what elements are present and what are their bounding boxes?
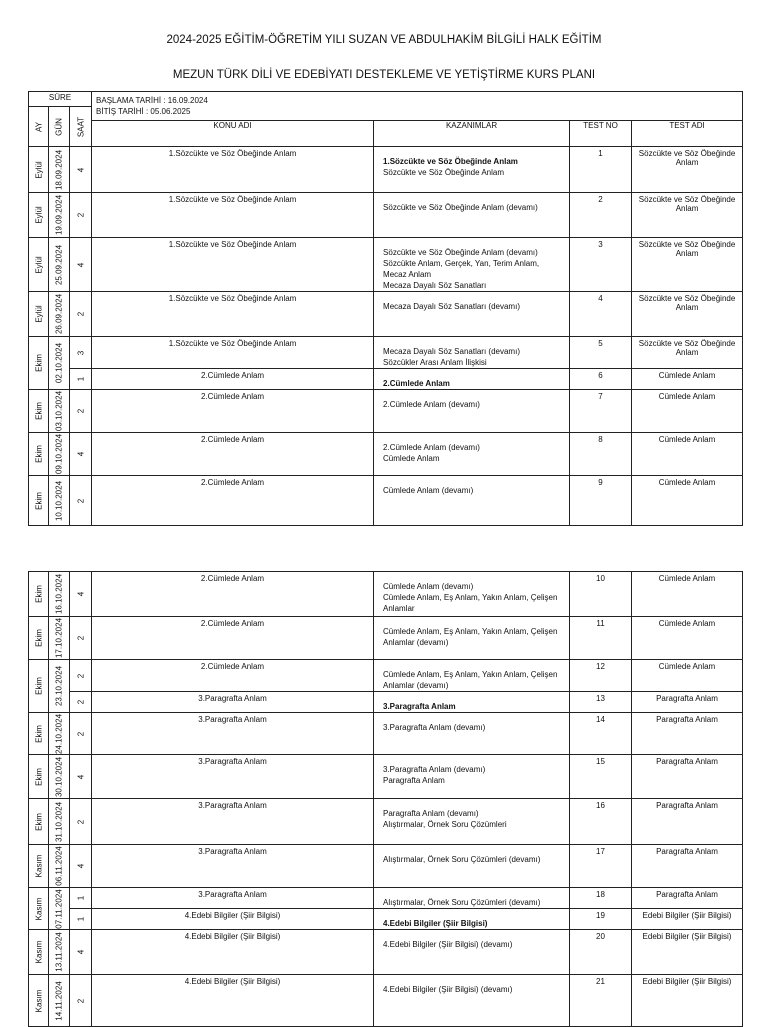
test-name-cell: Sözcükte ve Söz Öbeğinde Anlam bbox=[632, 292, 743, 337]
outcomes-cell bbox=[374, 617, 570, 660]
table-row bbox=[29, 909, 743, 930]
test-number-cell: 19 bbox=[570, 909, 632, 930]
topic-cell: 4.Edebi Bilgiler (Şiir Bilgisi) bbox=[92, 975, 374, 1027]
outcome-line: Sözcükte ve Söz Öbeğinde Anlam (devamı) bbox=[383, 203, 538, 212]
outcome-line: Cümlede Anlam, Eş Anlam, Yakın Anlam, Çelişen bbox=[383, 670, 558, 679]
table-row bbox=[29, 390, 743, 433]
topic-cell: 1.Sözcükte ve Söz Öbeğinde Anlam bbox=[92, 147, 374, 193]
month-cell: Kasım bbox=[29, 888, 49, 930]
outcome-line: Sözcükte ve Söz Öbeğinde Anlam (devamı) bbox=[383, 248, 538, 257]
date-cell: 26.09.2024 bbox=[49, 292, 70, 337]
test-number-cell: 12 bbox=[570, 660, 632, 692]
topic-cell: 1.Sözcükte ve Söz Öbeğinde Anlam bbox=[92, 238, 374, 292]
outcomes-cell bbox=[374, 337, 570, 369]
test-number-cell: 9 bbox=[570, 476, 632, 526]
outcome-line: Cümlede Anlam, Eş Anlam, Yakın Anlam, Çelişen bbox=[383, 627, 558, 636]
outcome-line: Alıştırmalar, Örnek Soru Çözümleri bbox=[383, 820, 507, 829]
test-number-cell: 21 bbox=[570, 975, 632, 1027]
hours-cell: 2 bbox=[70, 799, 92, 845]
outcome-line: 3.Paragrafta Anlam (devamı) bbox=[383, 723, 486, 732]
test-name-cell: Edebi Bilgiler (Şiir Bilgisi) bbox=[632, 909, 743, 930]
outcome-line: Cümlede Anlam (devamı) bbox=[383, 582, 474, 591]
test-number-cell: 20 bbox=[570, 930, 632, 975]
hours-cell: 2 bbox=[70, 660, 92, 692]
date-cell: 25.09.2024 bbox=[49, 238, 70, 292]
date-cell: 16.10.2024 bbox=[49, 572, 70, 617]
outcome-line: Cümlede Anlam (devamı) bbox=[383, 486, 474, 495]
test-name-cell: Cümlede Anlam bbox=[632, 433, 743, 476]
topic-cell: 2.Cümlede Anlam bbox=[92, 433, 374, 476]
outcomes-cell bbox=[374, 888, 570, 909]
outcome-line: 1.Sözcükte ve Söz Öbeğinde Anlam bbox=[383, 157, 518, 166]
month-cell: Ekim bbox=[29, 799, 49, 845]
month-cell: Eylül bbox=[29, 193, 49, 238]
table-row bbox=[29, 713, 743, 755]
date-cell: 14.11.2024 bbox=[49, 975, 70, 1027]
month-cell: Eylül bbox=[29, 292, 49, 337]
month-cell: Eylül bbox=[29, 238, 49, 292]
topic-cell: 3.Paragrafta Anlam bbox=[92, 755, 374, 799]
topic-cell: 1.Sözcükte ve Söz Öbeğinde Anlam bbox=[92, 337, 374, 369]
outcome-line: Paragrafta Anlam (devamı) bbox=[383, 809, 479, 818]
document-subtitle: MEZUN TÜRK DİLİ VE EDEBİYATI DESTEKLEME VE YETİŞTİRME KURS PLANI bbox=[172, 69, 596, 81]
hours-cell: 4 bbox=[70, 845, 92, 888]
end-date: BİTİŞ TARİHİ : 05.06.2025 bbox=[96, 107, 191, 116]
test-number-cell: 8 bbox=[570, 433, 632, 476]
outcome-line: Mecaza Dayalı Söz Sanatları (devamı) bbox=[383, 302, 520, 311]
test-name-cell: Sözcükte ve Söz Öbeğinde Anlam bbox=[632, 337, 743, 369]
gun-header: GÜN bbox=[49, 107, 70, 147]
outcome-line: Anlamlar bbox=[383, 604, 415, 613]
test-name-cell: Paragrafta Anlam bbox=[632, 845, 743, 888]
header-row-1 bbox=[29, 92, 743, 107]
topic-cell: 4.Edebi Bilgiler (Şiir Bilgisi) bbox=[92, 909, 374, 930]
outcome-line: Alıştırmalar, Örnek Soru Çözümleri (devamı) bbox=[383, 855, 541, 864]
outcomes-cell bbox=[374, 755, 570, 799]
test-name-cell: Cümlede Anlam bbox=[632, 390, 743, 433]
topic-cell: 2.Cümlede Anlam bbox=[92, 390, 374, 433]
month-cell: Ekim bbox=[29, 433, 49, 476]
topic-cell: 1.Sözcükte ve Söz Öbeğinde Anlam bbox=[92, 193, 374, 238]
topic-cell: 2.Cümlede Anlam bbox=[92, 617, 374, 660]
date-cell: 30.10.2024 bbox=[49, 755, 70, 799]
table-row bbox=[29, 572, 743, 617]
outcome-line: 3.Paragrafta Anlam (devamı) bbox=[383, 765, 486, 774]
topic-cell: 1.Sözcükte ve Söz Öbeğinde Anlam bbox=[92, 292, 374, 337]
test-name-cell: Paragrafta Anlam bbox=[632, 888, 743, 909]
hours-cell: 4 bbox=[70, 433, 92, 476]
outcome-line: Alıştırmalar, Örnek Soru Çözümleri (devamı) bbox=[383, 898, 541, 907]
outcomes-cell bbox=[374, 193, 570, 238]
outcome-line: Sözcükte ve Söz Öbeğinde Anlam bbox=[383, 168, 504, 177]
test-name-cell: Sözcükte ve Söz Öbeğinde Anlam bbox=[632, 147, 743, 193]
outcomes-cell bbox=[374, 930, 570, 975]
test-name-cell: Cümlede Anlam bbox=[632, 476, 743, 526]
table-row bbox=[29, 476, 743, 526]
month-cell: Ekim bbox=[29, 713, 49, 755]
test-name-cell: Paragrafta Anlam bbox=[632, 755, 743, 799]
month-cell: Eylül bbox=[29, 147, 49, 193]
hours-cell: 2 bbox=[70, 975, 92, 1027]
outcomes-cell bbox=[374, 147, 570, 193]
test-name-cell: Edebi Bilgiler (Şiir Bilgisi) bbox=[632, 930, 743, 975]
ay-header: AY bbox=[29, 107, 49, 147]
test-name-cell: Cümlede Anlam bbox=[632, 617, 743, 660]
test-name-cell: Paragrafta Anlam bbox=[632, 692, 743, 713]
outcome-line: 2.Cümlede Anlam bbox=[383, 379, 450, 388]
outcome-line: Sözcükte Anlam, Gerçek, Yan, Terim Anlam, bbox=[383, 259, 540, 268]
test-number-cell: 6 bbox=[570, 369, 632, 390]
date-cell: 23.10.2024 bbox=[49, 660, 70, 713]
hours-cell: 2 bbox=[70, 692, 92, 713]
kazanimlar-header: KAZANIMLAR bbox=[374, 121, 570, 147]
month-cell: Ekim bbox=[29, 390, 49, 433]
month-cell: Ekim bbox=[29, 476, 49, 526]
month-cell: Ekim bbox=[29, 337, 49, 390]
outcomes-cell bbox=[374, 292, 570, 337]
topic-cell: 3.Paragrafta Anlam bbox=[92, 713, 374, 755]
table-row bbox=[29, 147, 743, 193]
outcome-line: Anlamlar (devamı) bbox=[383, 638, 449, 647]
table-row bbox=[29, 238, 743, 292]
table-row bbox=[29, 369, 743, 390]
topic-cell: 4.Edebi Bilgiler (Şiir Bilgisi) bbox=[92, 930, 374, 975]
hours-cell: 2 bbox=[70, 390, 92, 433]
document-title: 2024-2025 EĞİTİM-ÖĞRETİM YILI SUZAN VE ABDULHAKİM BİLGİLİ HALK EĞİTİM bbox=[166, 34, 602, 46]
topic-cell: 2.Cümlede Anlam bbox=[92, 660, 374, 692]
outcome-line: 4.Edebi Bilgiler (Şiir Bilgisi) (devamı) bbox=[383, 940, 513, 949]
table-row bbox=[29, 193, 743, 238]
date-cell: 24.10.2024 bbox=[49, 713, 70, 755]
outcomes-cell bbox=[374, 713, 570, 755]
test-number-cell: 16 bbox=[570, 799, 632, 845]
date-cell: 17.10.2024 bbox=[49, 617, 70, 660]
test-name-cell: Paragrafta Anlam bbox=[632, 713, 743, 755]
table-row bbox=[29, 888, 743, 909]
date-range-header bbox=[92, 92, 743, 121]
test-name-cell: Paragrafta Anlam bbox=[632, 799, 743, 845]
konu-adi-header: KONU ADI bbox=[92, 121, 374, 147]
table-row bbox=[29, 799, 743, 845]
test-number-cell: 5 bbox=[570, 337, 632, 369]
outcome-line: 2.Cümlede Anlam (devamı) bbox=[383, 443, 480, 452]
outcome-line: Cümlede Anlam, Eş Anlam, Yakın Anlam, Çelişen bbox=[383, 593, 558, 602]
outcomes-cell bbox=[374, 799, 570, 845]
date-cell: 02.10.2024 bbox=[49, 337, 70, 390]
outcomes-cell bbox=[374, 692, 570, 713]
outcome-line: Sözcükler Arası Anlam İlişkisi bbox=[383, 358, 487, 367]
test-no-header: TEST NO bbox=[570, 121, 632, 147]
test-number-cell: 2 bbox=[570, 193, 632, 238]
hours-cell: 2 bbox=[70, 476, 92, 526]
outcomes-cell bbox=[374, 369, 570, 390]
outcome-line: Paragrafta Anlam bbox=[383, 776, 445, 785]
outcome-line: 3.Paragrafta Anlam bbox=[383, 702, 456, 711]
hours-cell: 2 bbox=[70, 617, 92, 660]
month-cell: Kasım bbox=[29, 975, 49, 1027]
table-row bbox=[29, 755, 743, 799]
outcome-line: Mecaz Anlam bbox=[383, 270, 432, 279]
date-cell: 18.09.2024 bbox=[49, 147, 70, 193]
hours-cell: 2 bbox=[70, 292, 92, 337]
table-row bbox=[29, 692, 743, 713]
test-name-cell: Cümlede Anlam bbox=[632, 369, 743, 390]
table-row bbox=[29, 845, 743, 888]
date-cell: 06.11.2024 bbox=[49, 845, 70, 888]
outcome-line: 2.Cümlede Anlam (devamı) bbox=[383, 400, 480, 409]
topic-cell: 2.Cümlede Anlam bbox=[92, 572, 374, 617]
test-number-cell: 3 bbox=[570, 238, 632, 292]
month-cell: Ekim bbox=[29, 660, 49, 713]
topic-cell: 3.Paragrafta Anlam bbox=[92, 692, 374, 713]
table-row bbox=[29, 292, 743, 337]
month-cell: Ekim bbox=[29, 617, 49, 660]
course-plan-table-1 bbox=[28, 91, 743, 526]
test-name-cell: Sözcükte ve Söz Öbeğinde Anlam bbox=[632, 238, 743, 292]
topic-cell: 2.Cümlede Anlam bbox=[92, 369, 374, 390]
table-row bbox=[29, 617, 743, 660]
course-plan-table-2 bbox=[28, 571, 743, 1027]
outcome-line: 4.Edebi Bilgiler (Şiir Bilgisi) (devamı) bbox=[383, 985, 513, 994]
outcomes-cell bbox=[374, 909, 570, 930]
outcome-line: 4.Edebi Bilgiler (Şiir Bilgisi) bbox=[383, 919, 488, 928]
table-row bbox=[29, 433, 743, 476]
table-row bbox=[29, 975, 743, 1027]
test-name-cell: Sözcükte ve Söz Öbeğinde Anlam bbox=[632, 193, 743, 238]
header-row-3 bbox=[29, 121, 743, 147]
test-number-cell: 14 bbox=[570, 713, 632, 755]
hours-cell: 1 bbox=[70, 888, 92, 909]
date-cell: 19.09.2024 bbox=[49, 193, 70, 238]
date-cell: 03.10.2024 bbox=[49, 390, 70, 433]
date-cell: 09.10.2024 bbox=[49, 433, 70, 476]
test-number-cell: 1 bbox=[570, 147, 632, 193]
outcomes-cell bbox=[374, 238, 570, 292]
outcomes-cell bbox=[374, 433, 570, 476]
test-name-cell: Cümlede Anlam bbox=[632, 572, 743, 617]
test-name-cell: Edebi Bilgiler (Şiir Bilgisi) bbox=[632, 975, 743, 1027]
hours-cell: 4 bbox=[70, 755, 92, 799]
test-number-cell: 15 bbox=[570, 755, 632, 799]
hours-cell: 4 bbox=[70, 930, 92, 975]
outcomes-cell bbox=[374, 660, 570, 692]
test-adi-header: TEST ADI bbox=[632, 121, 743, 147]
outcomes-cell bbox=[374, 572, 570, 617]
sure-header: SÜRE bbox=[29, 92, 92, 107]
hours-cell: 4 bbox=[70, 238, 92, 292]
topic-cell: 3.Paragrafta Anlam bbox=[92, 888, 374, 909]
date-cell: 13.11.2024 bbox=[49, 930, 70, 975]
hours-cell: 2 bbox=[70, 193, 92, 238]
hours-cell: 4 bbox=[70, 147, 92, 193]
saat-header: SAAT bbox=[70, 107, 92, 147]
table-row bbox=[29, 660, 743, 692]
date-cell: 10.10.2024 bbox=[49, 476, 70, 526]
outcome-line: Cümlede Anlam bbox=[383, 454, 440, 463]
month-cell: Kasım bbox=[29, 930, 49, 975]
hours-cell: 3 bbox=[70, 337, 92, 369]
table-row bbox=[29, 337, 743, 369]
outcome-line: Mecaza Dayalı Söz Sanatları (devamı) bbox=[383, 347, 520, 356]
outcomes-cell bbox=[374, 476, 570, 526]
test-name-cell: Cümlede Anlam bbox=[632, 660, 743, 692]
outcomes-cell bbox=[374, 975, 570, 1027]
test-number-cell: 10 bbox=[570, 572, 632, 617]
test-number-cell: 4 bbox=[570, 292, 632, 337]
outcome-line: Mecaza Dayalı Söz Sanatları bbox=[383, 281, 487, 290]
hours-cell: 1 bbox=[70, 369, 92, 390]
date-cell: 07.11.2024 bbox=[49, 888, 70, 930]
outcome-line: Anlamlar (devamı) bbox=[383, 681, 449, 690]
topic-cell: 3.Paragrafta Anlam bbox=[92, 799, 374, 845]
test-number-cell: 18 bbox=[570, 888, 632, 909]
month-cell: Kasım bbox=[29, 845, 49, 888]
hours-cell: 4 bbox=[70, 572, 92, 617]
topic-cell: 3.Paragrafta Anlam bbox=[92, 845, 374, 888]
test-number-cell: 7 bbox=[570, 390, 632, 433]
date-cell: 31.10.2024 bbox=[49, 799, 70, 845]
hours-cell: 1 bbox=[70, 909, 92, 930]
hours-cell: 2 bbox=[70, 713, 92, 755]
month-cell: Ekim bbox=[29, 572, 49, 617]
topic-cell: 2.Cümlede Anlam bbox=[92, 476, 374, 526]
table-row bbox=[29, 930, 743, 975]
start-date: BAŞLAMA TARİHİ : 16.09.2024 bbox=[96, 96, 208, 105]
outcomes-cell bbox=[374, 390, 570, 433]
month-cell: Ekim bbox=[29, 755, 49, 799]
outcomes-cell bbox=[374, 845, 570, 888]
test-number-cell: 13 bbox=[570, 692, 632, 713]
test-number-cell: 17 bbox=[570, 845, 632, 888]
test-number-cell: 11 bbox=[570, 617, 632, 660]
